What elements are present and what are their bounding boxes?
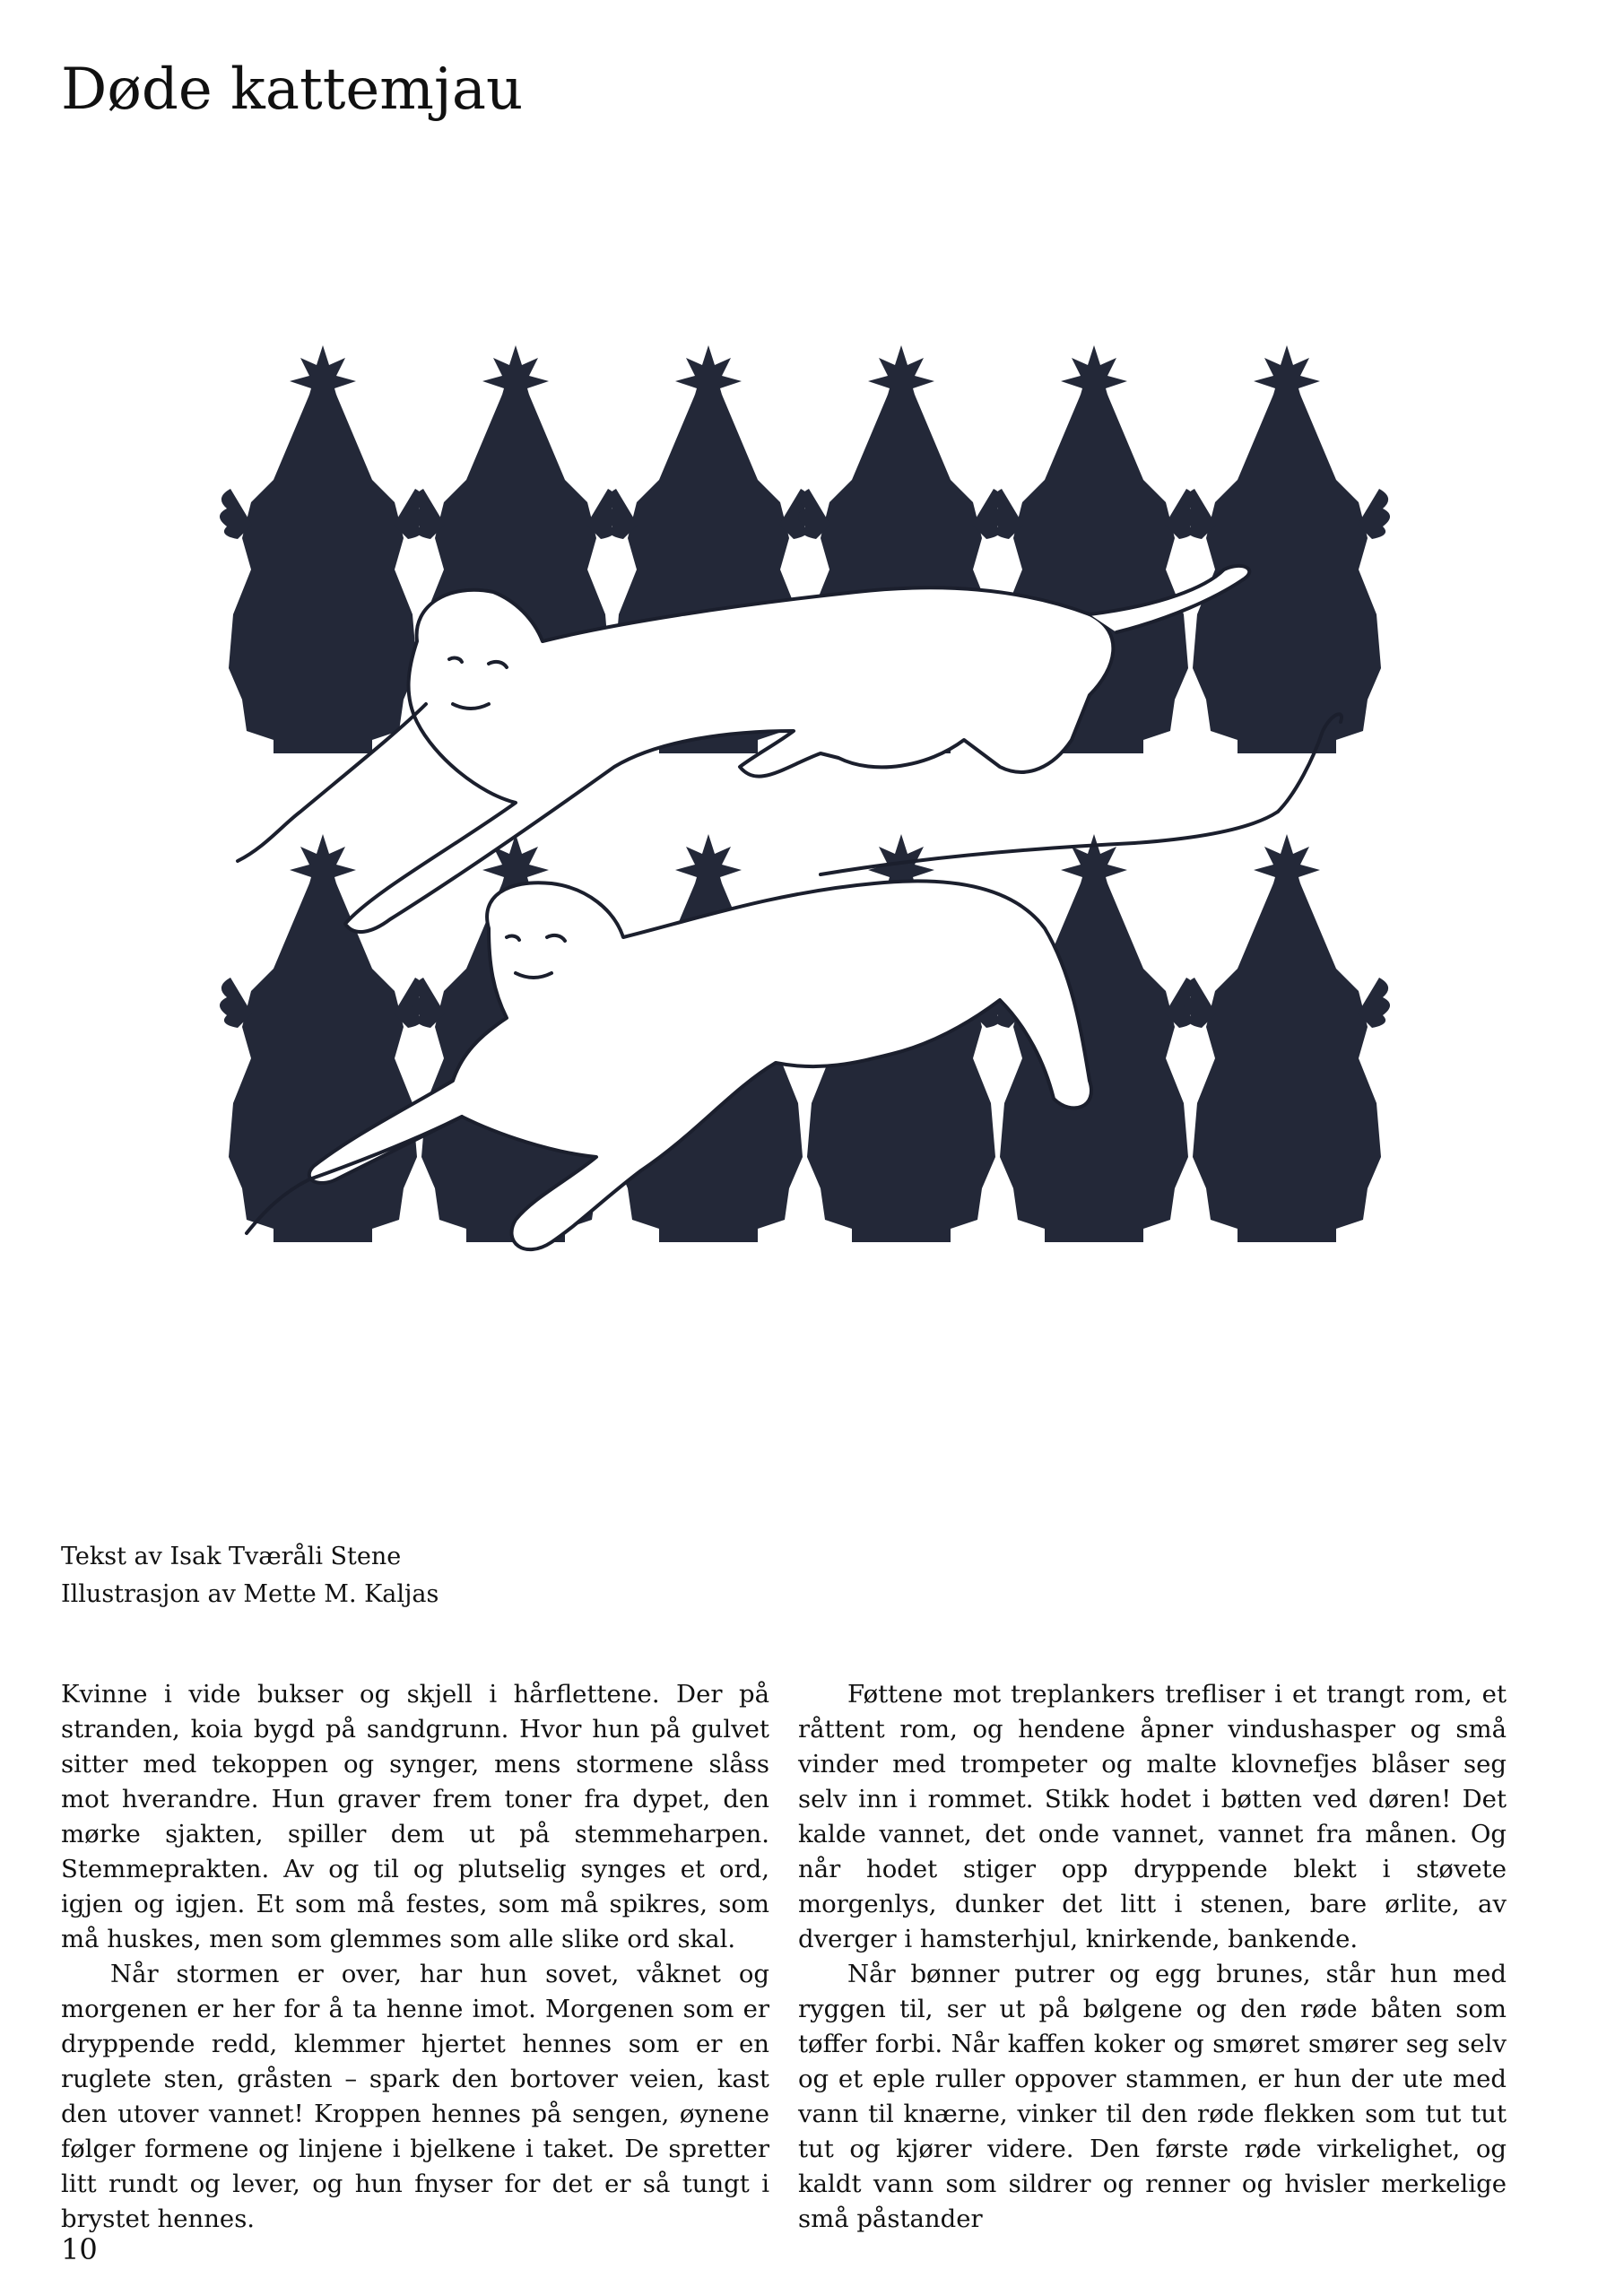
page-title: Døde kattemjau <box>61 57 524 123</box>
illustration-credit: Illustrasjon av Mette M. Kaljas <box>61 1580 439 1608</box>
paragraph: Når stormen er over, har hun sovet, våknet og morgenen er her for å ta henne imot. Morgenen som er dryppende redd, klemmer hjertet hennes som er en ruglete sten, gråsten – spark den bortover veien, kast den utover vannet! Kroppen hennes på sengen, øynene følger formene og linjene i bjelkene i taket. De spretter litt rundt og lever, og hun fnyser for det er så tungt i brystet hennes. <box>61 1960 769 2233</box>
text-credit: Tekst av Isak Tværåli Stene <box>61 1543 402 1570</box>
body-column-right <box>798 1677 1507 2237</box>
paragraph: Når bønner putrer og egg brunes, står hun med ryggen til, ser ut på bølgene og den røde båten som tøffer forbi. Når kaffen koker og smøret smører seg selv og et eple ruller oppover stammen, er hun der ute med vann til knærne, vinker til den røde flekken som tut tut tut og kjører videre. Den første røde virkelighet, og kaldt vann som sildrer og renner og hvisler merkelige små påstander <box>798 1960 1507 2233</box>
credits <box>61 1538 439 1613</box>
page-number: 10 <box>61 2232 98 2266</box>
body-column-left <box>61 1677 769 2237</box>
paragraph: Føttene mot treplankers trefliser i et trangt rom, et råttent rom, og hendene åpner vindushasper og små vinder med trompeter og malte klovnefjes blåser seg selv inn i rommet. Stikk hodet i bøtten ved døren! Det kalde vannet, det onde vannet, vannet fra månen. Og når hodet stiger opp dryppende blekt i støvete morgenlys, dunker det litt i stenen, bare ørlite, av dverger i hamsterhjul, knirkende, bankende. <box>798 1680 1507 1953</box>
paragraph: Kvinne i vide bukser og skjell i hårflettene. Der på stranden, koia bygd på sandgrunn. Hvor hun på gulvet sitter med tekoppen og synger, mens stormene slåss mot hverandre. Hun graver frem toner fra dypet, den mørke sjakten, spiller dem ut på stemmeharpen. Stemmeprakten. Av og til og plutselig synges et ord, igjen og igjen. Et som må festes, som må spikres, som må huskes, men som glemmes som alle slike ord skal. <box>61 1680 769 1953</box>
cats-illustration <box>193 345 1448 1287</box>
